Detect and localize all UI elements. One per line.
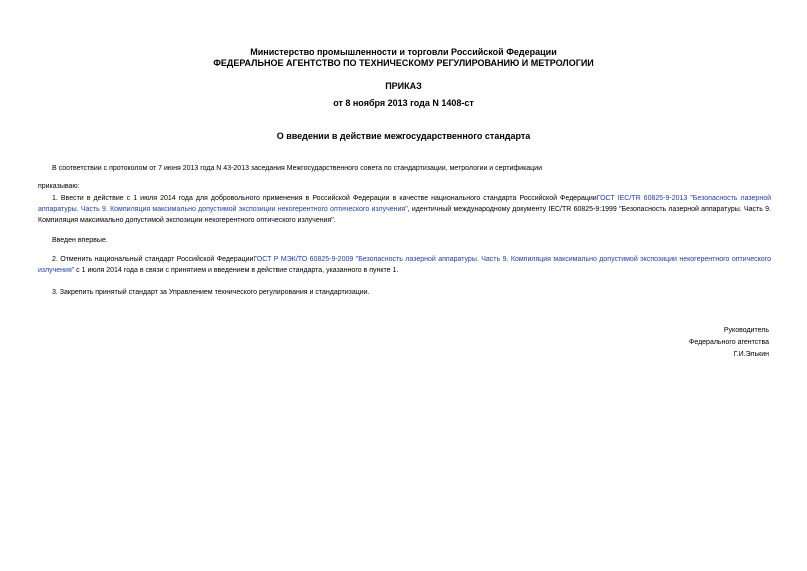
item-1-paragraph bbox=[38, 193, 771, 226]
item-1-text: 1. Ввести в действие с 1 июля 2014 года для добровольного применения в Российской Федерации в качестве национального стандарта Российской Федерации bbox=[52, 195, 597, 202]
agency-name: ФЕДЕРАЛЬНОЕ АГЕНТСТВО ПО ТЕХНИЧЕСКОМУ РЕГУЛИРОВАНИЮ И МЕТРОЛОГИИ bbox=[213, 58, 594, 68]
doc-type: ПРИКАЗ bbox=[385, 81, 422, 91]
item-2-text: 2. Отменить национальный стандарт Российской Федерации bbox=[52, 256, 254, 263]
item-2-paragraph bbox=[38, 254, 771, 276]
ministry-name: Министерство промышленности и торговли Российской Федерации bbox=[250, 47, 557, 57]
signature-organization: Федерального агентства bbox=[689, 339, 769, 346]
item-2-standard-link[interactable]: ГОСТ Р МЭК/ТО 60825-9-2009 "Безопасность лазерной аппаратуры. Часть 9. Компиляция максимально допустимой экспозиции некогерентного оптического излучения" bbox=[38, 256, 771, 274]
intro-paragraph: В соответствии с протоколом от 7 июня 2013 года N 43-2013 заседания Межгосударственного совета по стандартизации, метрологии и сертификации bbox=[52, 165, 543, 172]
signature-position: Руководитель bbox=[723, 327, 769, 334]
item-2-text-after: с 1 июля 2014 года в связи с принятием и введением в действие стандарта, указанного в пункте 1. bbox=[74, 267, 399, 274]
order-word: приказываю: bbox=[38, 183, 80, 190]
item-1-standard-link[interactable]: ГОСТ IEC/TR 60825-9-2013 "Безопасность лазерной аппаратуры. Часть 9. Компиляция максимально допустимой экспозиции некогерентного оптического излучения" bbox=[38, 195, 771, 213]
doc-date: от 8 ноября 2013 года N 1408-ст bbox=[333, 98, 474, 108]
item-3-paragraph: 3. Закрепить принятый стандарт за Управлением технического регулирования и стандартизации. bbox=[52, 289, 370, 296]
first-time-note: Введен впервые. bbox=[52, 237, 108, 244]
doc-title: О введении в действие межгосударственного стандарта bbox=[276, 131, 531, 141]
signature-name: Г.И.Элькин bbox=[733, 351, 769, 358]
item-1-text-after: , идентичный международному документу IEC/TR 60825-9:1999 "Безопасность лазерной аппаратуры. Часть 9. Компиляция максимально допустимой экспозиции некогерентного оптического излучения". bbox=[38, 206, 771, 224]
